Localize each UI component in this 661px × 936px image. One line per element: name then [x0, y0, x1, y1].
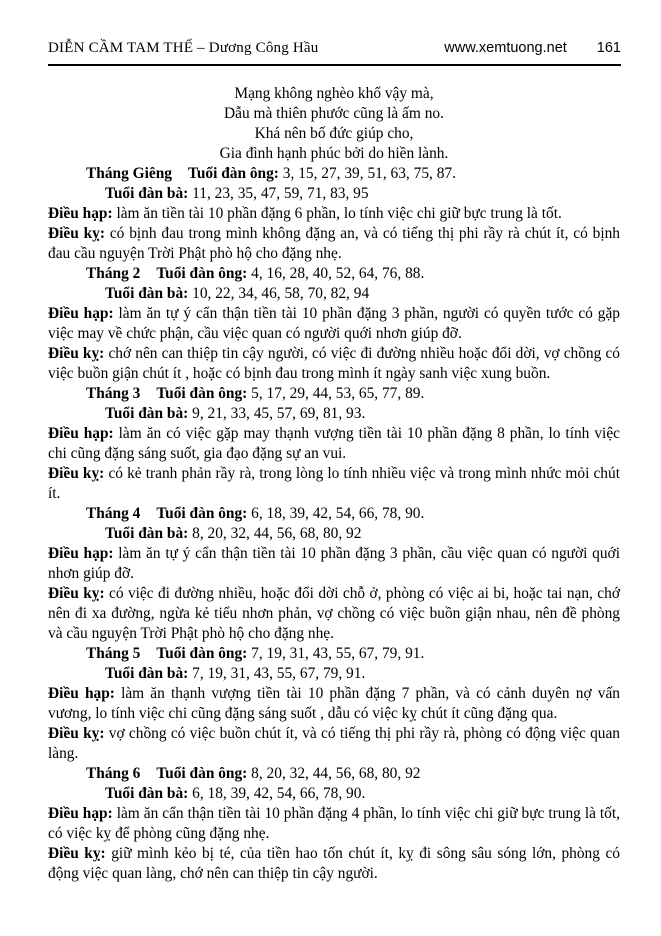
favorable-text: làm ăn cẩn thận tiền tài 10 phần đặng 4 phần, lo tính việc chi giữ bực trung là tốt, có việc kỵ để phòng cũng đặng nhẹ. — [48, 805, 620, 842]
women-ages-line — [48, 404, 620, 424]
women-ages-label: Tuổi đàn bà: — [105, 185, 189, 202]
book-title: DIỄN CẦM TAM THẾ – Dương Công Hầu — [48, 40, 319, 56]
poem-line: Gia đình hạnh phúc bởi do hiền lành. — [219, 145, 449, 162]
women-ages: 6, 18, 39, 42, 54, 66, 78, 90. — [192, 785, 366, 802]
unfavorable-paragraph — [48, 344, 620, 384]
favorable-paragraph — [48, 424, 620, 464]
women-ages-line — [48, 524, 620, 544]
women-ages: 9, 21, 33, 45, 57, 69, 81, 93. — [192, 405, 366, 422]
women-ages-label: Tuổi đàn bà: — [105, 525, 189, 542]
favorable-paragraph — [48, 304, 620, 344]
unfavorable-text: chớ nên can thiệp tin cậy người, có việc đi đường nhiều hoặc đổi dời, vợ chồng có việc buồn giận chút ít , hoặc có bịnh đau trong mình ít ngày sanh việc xung buồn. — [48, 345, 620, 382]
favorable-label: Điều hạp: — [48, 805, 113, 822]
month-name: Tháng 4 — [86, 505, 141, 522]
favorable-paragraph — [48, 684, 620, 724]
unfavorable-label: Điều kỵ: — [48, 345, 105, 362]
favorable-text: làm ăn tự ý cẩn thận tiền tài 10 phần đặng 3 phần, cầu việc quan có người quới nhơn giúp đỡ. — [48, 545, 620, 582]
month-heading — [48, 164, 620, 184]
favorable-text: làm ăn tự ý cẩn thận tiền tài 10 phần đặng 3 phần, người có quyền tước có gặp việc may về chức phận, cầu việc quan có người quới nhơn giúp đỡ. — [48, 305, 620, 342]
website-url: www.xemtuong.net — [444, 40, 567, 56]
women-ages-label: Tuổi đàn bà: — [105, 285, 189, 302]
favorable-text: làm ăn tiền tài 10 phần đặng 6 phần, lo tính việc chi giữ bực trung là tốt. — [116, 205, 562, 222]
header-right — [444, 40, 621, 56]
month-section-2 — [48, 264, 620, 384]
men-ages: 6, 18, 39, 42, 54, 66, 78, 90. — [251, 505, 425, 522]
women-ages-line — [48, 184, 620, 204]
men-ages: 7, 19, 31, 43, 55, 67, 79, 91. — [251, 645, 425, 662]
unfavorable-text: giữ mình kẻo bị té, của tiền hao tốn chút ít, kỵ đi sông sâu sóng lớn, phòng có động việc quan làng, chớ nên can thiệp tin cậy người. — [48, 845, 620, 882]
favorable-label: Điều hạp: — [48, 425, 114, 442]
favorable-label: Điều hạp: — [48, 545, 114, 562]
men-ages-label: Tuổi đàn ông: — [156, 645, 248, 662]
opening-poem — [48, 84, 620, 164]
men-ages-label: Tuổi đàn ông: — [156, 385, 248, 402]
poem-line: Khá nên bố đức giúp cho, — [254, 125, 414, 142]
month-name: Tháng 3 — [86, 385, 141, 402]
month-name: Tháng 2 — [86, 265, 141, 282]
women-ages: 10, 22, 34, 46, 58, 70, 82, 94 — [192, 285, 370, 302]
page-content — [48, 84, 620, 884]
women-ages-line — [48, 284, 620, 304]
poem-line: Dẫu mà thiên phước cũng là ấm no. — [224, 105, 444, 122]
men-ages-label: Tuổi đàn ông: — [187, 165, 279, 182]
month-heading — [48, 264, 620, 284]
favorable-text: làm ăn thạnh vượng tiền tài 10 phần đặng 7 phần, và có cảnh duyên nợ vấn vương, lo tính việc chi cũng đặng sáng suốt , dẫu có việc kỵ chút ít cũng đặng qua. — [48, 685, 620, 722]
month-section-6 — [48, 764, 620, 884]
men-ages-label: Tuổi đàn ông: — [156, 505, 248, 522]
unfavorable-text: có bịnh đau trong mình không đặng an, và có tiếng thị phi rầy rà chút ít, có bịnh đau cầu nguyện Trời Phật phò hộ cho đặng nhẹ. — [48, 225, 620, 262]
unfavorable-label: Điều kỵ: — [48, 465, 105, 482]
men-ages: 3, 15, 27, 39, 51, 63, 75, 87. — [282, 165, 456, 182]
women-ages-label: Tuổi đàn bà: — [105, 785, 189, 802]
women-ages: 7, 19, 31, 43, 55, 67, 79, 91. — [192, 665, 366, 682]
month-name: Tháng 5 — [86, 645, 141, 662]
favorable-label: Điều hạp: — [48, 205, 113, 222]
month-name: Tháng Giêng — [86, 165, 172, 182]
favorable-paragraph — [48, 204, 620, 224]
favorable-label: Điều hạp: — [48, 305, 114, 322]
unfavorable-label: Điều kỵ: — [48, 585, 105, 602]
men-ages: 5, 17, 29, 44, 53, 65, 77, 89. — [251, 385, 425, 402]
men-ages: 4, 16, 28, 40, 52, 64, 76, 88. — [251, 265, 425, 282]
favorable-paragraph — [48, 544, 620, 584]
unfavorable-text: có việc đi đường nhiều, hoặc đổi dời chỗ ở, phòng có việc ai bi, hoặc tai nạn, chớ nên đi xa đường, ngừa kẻ tiểu nhơn phản, vợ chồng có việc buồn giận nhau, nên đề phòng và cầu nguyện Trời Phật phò hộ cho đặng nhẹ. — [48, 585, 620, 642]
month-heading — [48, 504, 620, 524]
unfavorable-text: vợ chồng có việc buồn chút ít, và có tiếng thị phi rầy rà, phòng có động việc quan làng. — [48, 725, 620, 762]
women-ages: 11, 23, 35, 47, 59, 71, 83, 95 — [192, 185, 369, 202]
women-ages: 8, 20, 32, 44, 56, 68, 80, 92 — [192, 525, 362, 542]
unfavorable-label: Điều kỵ: — [48, 845, 106, 862]
unfavorable-paragraph — [48, 464, 620, 504]
unfavorable-paragraph — [48, 844, 620, 884]
unfavorable-label: Điều kỵ: — [48, 725, 105, 742]
header-divider — [48, 64, 621, 66]
women-ages-label: Tuổi đàn bà: — [105, 405, 189, 422]
men-ages: 8, 20, 32, 44, 56, 68, 80, 92 — [251, 765, 421, 782]
men-ages-label: Tuổi đàn ông: — [156, 265, 248, 282]
favorable-label: Điều hạp: — [48, 685, 115, 702]
month-name: Tháng 6 — [86, 765, 141, 782]
unfavorable-paragraph — [48, 584, 620, 644]
page-header — [48, 40, 621, 57]
month-section-5 — [48, 644, 620, 764]
poem-line: Mạng không nghèo khổ vậy mà, — [234, 85, 434, 102]
men-ages-label: Tuổi đàn ông: — [156, 765, 248, 782]
month-heading — [48, 644, 620, 664]
month-section-1 — [48, 164, 620, 264]
favorable-text: làm ăn có việc gặp may thạnh vượng tiền tài 10 phần đặng 8 phần, lo tính việc chi cũng đặng sáng suốt, gia đạo đặng sự an vui. — [48, 425, 620, 462]
unfavorable-text: có kẻ tranh phản rầy rà, trong lòng lo tính nhiều việc và trong mình nhức mỏi chút ít. — [48, 465, 620, 502]
month-heading — [48, 384, 620, 404]
women-ages-line — [48, 784, 620, 804]
unfavorable-paragraph — [48, 224, 620, 264]
page-number: 161 — [596, 40, 621, 56]
month-section-3 — [48, 384, 620, 504]
unfavorable-paragraph — [48, 724, 620, 764]
favorable-paragraph — [48, 804, 620, 844]
month-heading — [48, 764, 620, 784]
women-ages-line — [48, 664, 620, 684]
month-section-4 — [48, 504, 620, 644]
unfavorable-label: Điều kỵ: — [48, 225, 105, 242]
women-ages-label: Tuổi đàn bà: — [105, 665, 189, 682]
